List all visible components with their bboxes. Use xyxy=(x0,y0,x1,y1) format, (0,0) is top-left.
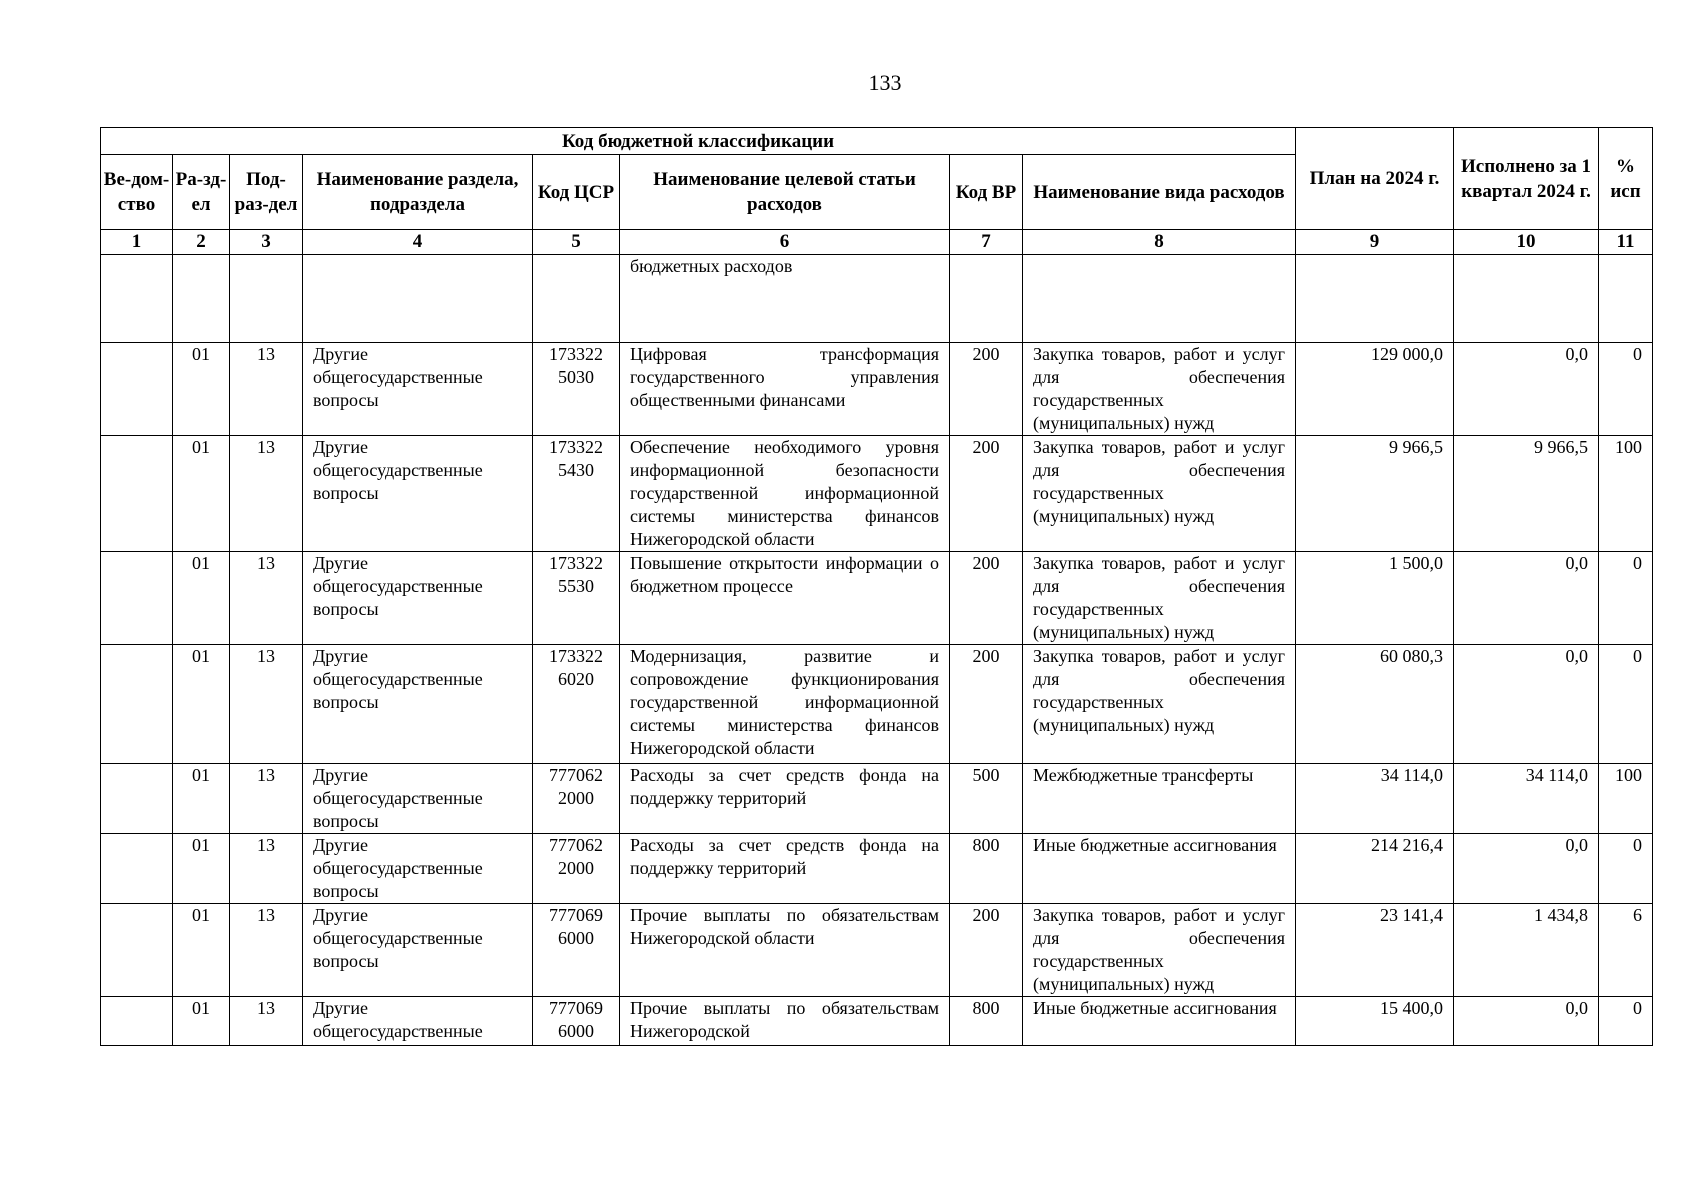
cell-target-name: Прочие выплаты по обязательствам Нижегородской xyxy=(620,997,950,1046)
cell-pct: 0 xyxy=(1599,552,1653,645)
column-number: 10 xyxy=(1454,230,1599,255)
cell-done: 1 434,8 xyxy=(1454,904,1599,997)
cell-razdel: 01 xyxy=(173,834,230,904)
cell-csr: 173322 5430 xyxy=(533,436,620,552)
cell-vr-name: Закупка товаров, работ и услуг для обеспечения государственных (муниципальных) нужд xyxy=(1023,343,1296,436)
cell-csr: 777069 6000 xyxy=(533,904,620,997)
header-plan: План на 2024 г. xyxy=(1296,128,1454,230)
cell-razdel-name: Другие общегосударственные вопросы xyxy=(303,552,533,645)
cell-vr: 200 xyxy=(950,436,1023,552)
cell-done: 0,0 xyxy=(1454,834,1599,904)
table-row xyxy=(101,997,1653,1046)
cell-razdel xyxy=(173,255,230,343)
cell-csr: 777069 6000 xyxy=(533,997,620,1046)
header-done: Исполнено за 1 квартал 2024 г. xyxy=(1454,128,1599,230)
cell-vedomstvo xyxy=(101,343,173,436)
cell-target-name: Модернизация, развитие и сопровождение функционирования государственной информационной системы министерства финансов Нижегородской области xyxy=(620,645,950,764)
cell-pct: 0 xyxy=(1599,834,1653,904)
cell-pct: 0 xyxy=(1599,997,1653,1046)
cell-vedomstvo xyxy=(101,904,173,997)
cell-vr-name: Закупка товаров, работ и услуг для обеспечения государственных (муниципальных) нужд xyxy=(1023,436,1296,552)
column-number: 6 xyxy=(620,230,950,255)
cell-pct: 6 xyxy=(1599,904,1653,997)
cell-done xyxy=(1454,255,1599,343)
cell-vedomstvo xyxy=(101,764,173,834)
cell-vr-name: Закупка товаров, работ и услуг для обеспечения государственных (муниципальных) нужд xyxy=(1023,904,1296,997)
cell-vr-name: Закупка товаров, работ и услуг для обеспечения государственных (муниципальных) нужд xyxy=(1023,645,1296,764)
cell-vr: 200 xyxy=(950,343,1023,436)
header-vr: Код ВР xyxy=(950,155,1023,230)
header-vedomstvo: Ве-дом-ство xyxy=(101,155,173,230)
cell-plan: 214 216,4 xyxy=(1296,834,1454,904)
cell-vr: 200 xyxy=(950,552,1023,645)
cell-done: 34 114,0 xyxy=(1454,764,1599,834)
cell-razdel-name xyxy=(303,255,533,343)
cell-vr: 500 xyxy=(950,764,1023,834)
cell-vr: 800 xyxy=(950,834,1023,904)
cell-vr: 200 xyxy=(950,904,1023,997)
column-numbers-row xyxy=(101,230,1653,255)
cell-plan: 1 500,0 xyxy=(1296,552,1454,645)
cell-vr: 800 xyxy=(950,997,1023,1046)
cell-razdel: 01 xyxy=(173,436,230,552)
cell-done: 0,0 xyxy=(1454,552,1599,645)
cell-plan: 34 114,0 xyxy=(1296,764,1454,834)
column-number: 3 xyxy=(230,230,303,255)
cell-pct: 100 xyxy=(1599,764,1653,834)
table-row xyxy=(101,904,1653,997)
cell-razdel: 01 xyxy=(173,343,230,436)
column-number: 2 xyxy=(173,230,230,255)
cell-razdel: 01 xyxy=(173,645,230,764)
table-row xyxy=(101,552,1653,645)
cell-razdel-name: Другие общегосударственные вопросы xyxy=(303,645,533,764)
cell-pct: 0 xyxy=(1599,343,1653,436)
column-number: 5 xyxy=(533,230,620,255)
header-podrazdel: Под-раз-дел xyxy=(230,155,303,230)
budget-table xyxy=(100,127,1653,1046)
column-number: 1 xyxy=(101,230,173,255)
cell-target-name: Обеспечение необходимого уровня информационной безопасности государственной информационной системы министерства финансов Нижегородской области xyxy=(620,436,950,552)
column-number: 8 xyxy=(1023,230,1296,255)
cell-razdel-name: Другие общегосударственные вопросы xyxy=(303,834,533,904)
cell-razdel-name: Другие общегосударственные вопросы xyxy=(303,904,533,997)
cell-vedomstvo xyxy=(101,834,173,904)
cell-razdel-name: Другие общегосударственные xyxy=(303,997,533,1046)
header-csr: Код ЦСР xyxy=(533,155,620,230)
column-number: 9 xyxy=(1296,230,1454,255)
cell-csr xyxy=(533,255,620,343)
column-number: 11 xyxy=(1599,230,1653,255)
cell-razdel: 01 xyxy=(173,997,230,1046)
cell-podrazdel: 13 xyxy=(230,904,303,997)
table-row xyxy=(101,436,1653,552)
cell-vedomstvo xyxy=(101,552,173,645)
cell-vedomstvo xyxy=(101,436,173,552)
cell-razdel: 01 xyxy=(173,764,230,834)
cell-podrazdel: 13 xyxy=(230,764,303,834)
cell-podrazdel: 13 xyxy=(230,834,303,904)
classification-group-header: Код бюджетной классификации xyxy=(101,128,1296,155)
column-number: 4 xyxy=(303,230,533,255)
cell-podrazdel: 13 xyxy=(230,645,303,764)
cell-done: 0,0 xyxy=(1454,997,1599,1046)
cell-csr: 173322 6020 xyxy=(533,645,620,764)
table-row xyxy=(101,764,1653,834)
cell-vedomstvo xyxy=(101,645,173,764)
cell-razdel: 01 xyxy=(173,904,230,997)
header-target-name: Наименование целевой статьи расходов xyxy=(620,155,950,230)
cell-vr: 200 xyxy=(950,645,1023,764)
cell-pct: 0 xyxy=(1599,645,1653,764)
cell-vr-name: Межбюджетные трансферты xyxy=(1023,764,1296,834)
cell-vedomstvo xyxy=(101,997,173,1046)
cell-vedomstvo xyxy=(101,255,173,343)
cell-done: 9 966,5 xyxy=(1454,436,1599,552)
cell-podrazdel: 13 xyxy=(230,552,303,645)
header-pct: % исп xyxy=(1599,128,1653,230)
cell-podrazdel: 13 xyxy=(230,436,303,552)
header-vr-name: Наименование вида расходов xyxy=(1023,155,1296,230)
table-row xyxy=(101,255,1653,343)
cell-csr: 777062 2000 xyxy=(533,834,620,904)
cell-pct: 100 xyxy=(1599,436,1653,552)
cell-podrazdel: 13 xyxy=(230,997,303,1046)
cell-plan: 129 000,0 xyxy=(1296,343,1454,436)
cell-razdel-name: Другие общегосударственные вопросы xyxy=(303,764,533,834)
cell-csr: 777062 2000 xyxy=(533,764,620,834)
cell-target-name: Цифровая трансформация государственного управления общественными финансами xyxy=(620,343,950,436)
cell-done: 0,0 xyxy=(1454,645,1599,764)
cell-plan xyxy=(1296,255,1454,343)
cell-vr-name xyxy=(1023,255,1296,343)
cell-target-name: бюджетных расходов xyxy=(620,255,950,343)
cell-plan: 15 400,0 xyxy=(1296,997,1454,1046)
cell-done: 0,0 xyxy=(1454,343,1599,436)
cell-csr: 173322 5030 xyxy=(533,343,620,436)
cell-csr: 173322 5530 xyxy=(533,552,620,645)
header-razdel: Ра-зд-ел xyxy=(173,155,230,230)
cell-target-name: Расходы за счет средств фонда на поддержку территорий xyxy=(620,764,950,834)
cell-plan: 23 141,4 xyxy=(1296,904,1454,997)
cell-target-name: Прочие выплаты по обязательствам Нижегородской области xyxy=(620,904,950,997)
cell-pct xyxy=(1599,255,1653,343)
cell-razdel-name: Другие общегосударственные вопросы xyxy=(303,343,533,436)
table-row xyxy=(101,645,1653,764)
cell-podrazdel: 13 xyxy=(230,343,303,436)
cell-plan: 60 080,3 xyxy=(1296,645,1454,764)
column-number: 7 xyxy=(950,230,1023,255)
cell-target-name: Повышение открытости информации о бюджетном процессе xyxy=(620,552,950,645)
cell-plan: 9 966,5 xyxy=(1296,436,1454,552)
cell-razdel: 01 xyxy=(173,552,230,645)
cell-vr-name: Иные бюджетные ассигнования xyxy=(1023,834,1296,904)
table-row xyxy=(101,343,1653,436)
cell-razdel-name: Другие общегосударственные вопросы xyxy=(303,436,533,552)
cell-vr-name: Иные бюджетные ассигнования xyxy=(1023,997,1296,1046)
page-number: 133 xyxy=(868,70,902,95)
table-row xyxy=(101,834,1653,904)
cell-vr xyxy=(950,255,1023,343)
cell-vr-name: Закупка товаров, работ и услуг для обеспечения государственных (муниципальных) нужд xyxy=(1023,552,1296,645)
cell-target-name: Расходы за счет средств фонда на поддержку территорий xyxy=(620,834,950,904)
cell-podrazdel xyxy=(230,255,303,343)
header-razdel-name: Наименование раздела, подраздела xyxy=(303,155,533,230)
